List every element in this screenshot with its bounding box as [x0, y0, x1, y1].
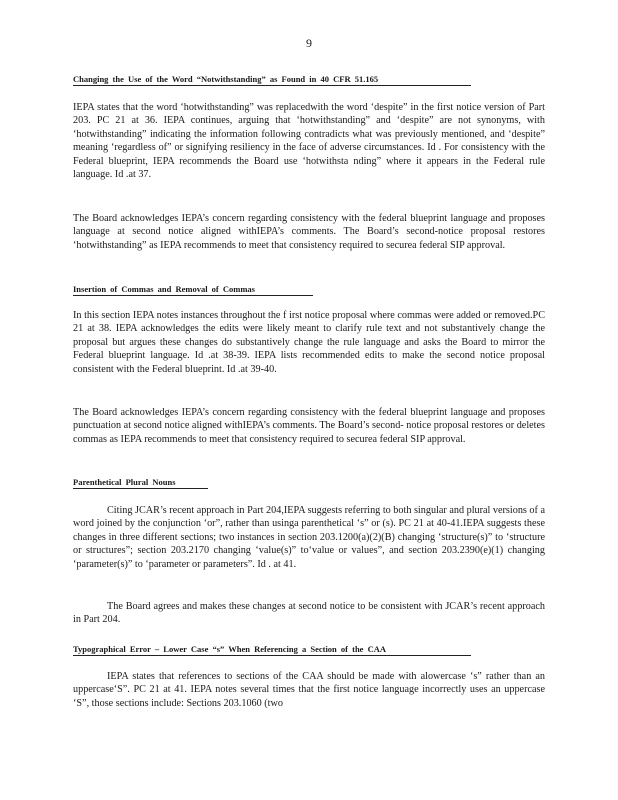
- section-heading-commas: Insertion of Commas and Removal of Commas: [73, 284, 313, 296]
- paragraph: IEPA states that references to sections of the CAA should be made with alowercase ‘s” rather than an uppercase‘S”. PC 21 at 41. IEPA notes several times that the first notice language incorrectly uses an uppercase ‘S”, those sections include: Sections 203.1060 (two: [73, 671, 545, 709]
- paragraph: In this section IEPA notes instances throughout the f irst notice proposal where commas were added or removed.PC 21 at 38. IEPA acknowledges the edits were likely meant to clarify rule text and not substantively change the proposal but argues these changes do substantively change the rule language and asks the Board to mirror the Federal blueprint language. Id .at 38-39. IEPA lists recommended edits to make the second notice proposal consistent with the Federal blueprint. Id .at 39-40.: [73, 310, 545, 375]
- paragraph: The Board acknowledges IEPA’s concern regarding consistency with the federal blueprint language and proposes punctuation at second notice aligned withIEPA’s comments. The Board’s second- notice proposal restores or deletes commas as IEPA recommends to meet that consistency required to securea federal SIP approval.: [73, 407, 545, 445]
- paragraph: The Board agrees and makes these changes at second notice to be consistent with JCAR’s recent approach in Part 204.: [73, 601, 545, 626]
- paragraph: IEPA states that the word ‘hotwithstanding” was replacedwith the word ‘despite” in the first notice version of Part 203. PC 21 at 36. IEPA continues, arguing that ‘hotwithstanding” and ‘despite” are not synonyms, with ‘hotwithstanding” indicating the information following contradicts what was previously mentioned, and ‘despite” meaning ‘regardless of” or signifying resiliency in the face of adverse circumstances. Id . For consistency with the Federal blueprint, IEPA recommends the Board use ‘hotwithsta nding” where it appears in the Federal rule language. Id .at 37.: [73, 102, 545, 181]
- page-number: 9: [306, 36, 312, 50]
- paragraph: The Board acknowledges IEPA’s concern regarding consistency with the federal blueprint language and proposes language at second notice aligned withIEPA’s comments. The Board’s second-notice proposal restores ‘hotwithstanding” as IEPA recommends to meet that consistency required to securea federal SIP approval.: [73, 213, 545, 251]
- section-heading-typographical: Typographical Error – Lower Case “s” When Referencing a Section of the CAA: [73, 644, 471, 656]
- section-heading-notwithstanding: Changing the Use of the Word “Notwithstanding” as Found in 40 CFR 51.165: [73, 74, 471, 86]
- section-heading-parenthetical: Parenthetical Plural Nouns: [73, 477, 208, 489]
- paragraph: Citing JCAR’s recent approach in Part 204,IEPA suggests referring to both singular and plural versions of a word joined by the conjunction ‘or”, rather than usinga parenthetical ‘s” or (s). PC 21 at 40-41.IEPA suggests these changes in three different sections; two instances in section 203.1200(a)(2)(B) changing ‘structure(s)” to ‘structure or structures”; section 203.2170 changing ‘value(s)” to‘value or values”, and section 203.2390(e)(1) changing ‘parameter(s)” to ‘parameter or parameters”. Id . at 41.: [73, 505, 545, 570]
